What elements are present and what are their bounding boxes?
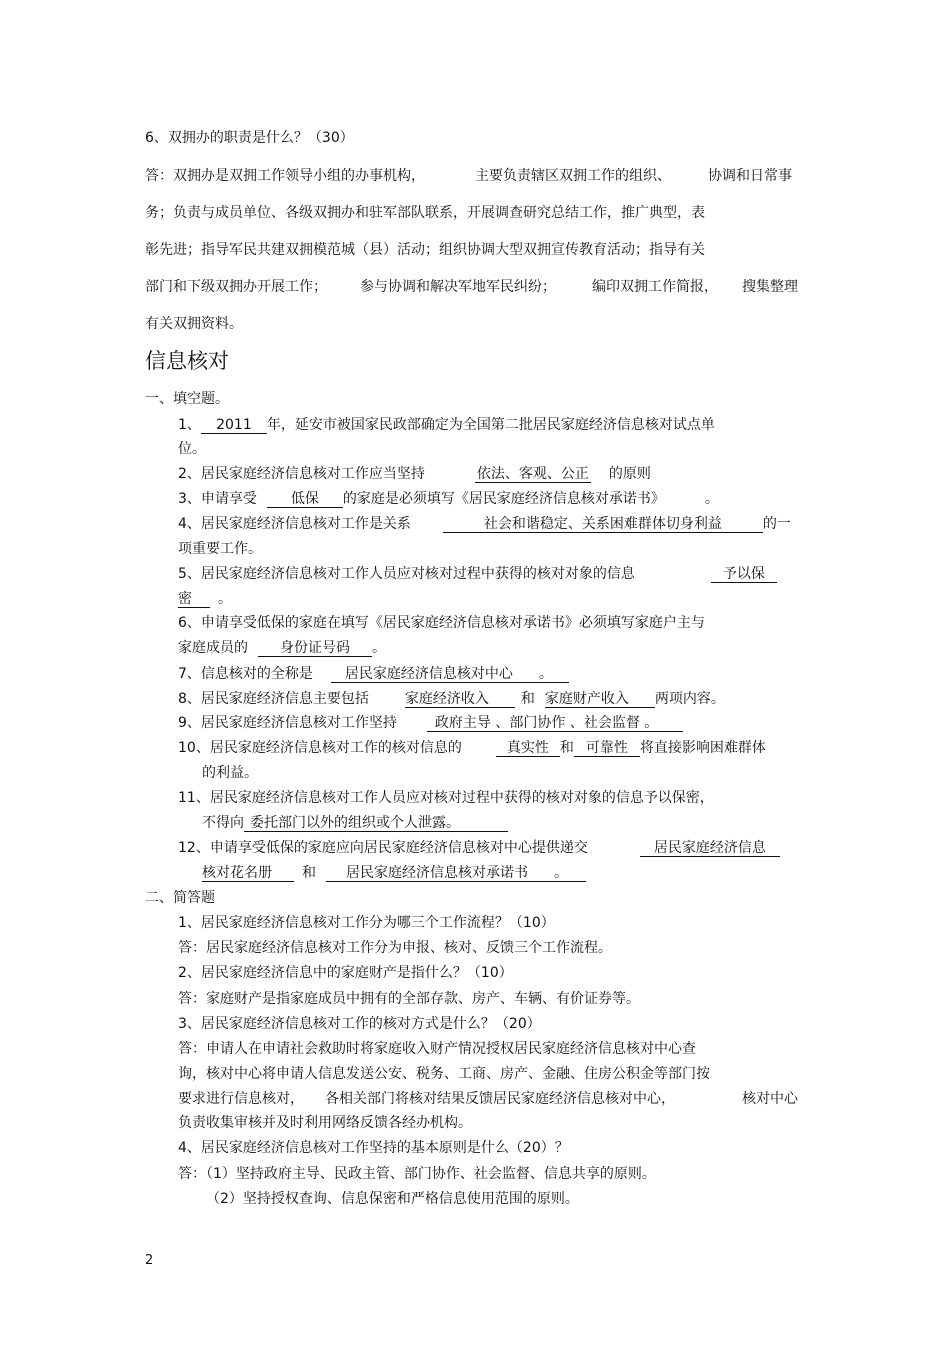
- fill-question-2: [178, 465, 651, 483]
- blank-answer: [331, 666, 569, 683]
- question-text: 8、居民家庭经济信息主要包括: [178, 691, 369, 707]
- short-answer-3-cont: 询，核对中心将申请人信息发送公安、税务、工商、房产、金融、住房公积金等部门按: [178, 1066, 710, 1082]
- question-text: 。: [372, 640, 386, 656]
- short-answer-4: 答：（1）坚持政府主导、民政主管、部门协作、社会监督、信息共享的原则。: [178, 1166, 656, 1182]
- blank-answer: 低保: [267, 491, 343, 508]
- fill-question-10: [178, 739, 766, 757]
- short-question-1: 1、居民家庭经济信息核对工作分为哪三个工作流程？（10）: [178, 915, 555, 931]
- short-answer-2: 答：家庭财产是指家庭成员中拥有的全部存款、房产、车辆、有价证券等。: [178, 991, 640, 1007]
- blank-answer: 可靠性: [574, 740, 640, 757]
- short-answer-3-cont: 核对中心: [742, 1091, 798, 1107]
- question-text: 3、申请享受: [178, 491, 257, 507]
- question-text: 的一: [762, 516, 791, 532]
- question-text: 两项内容。: [654, 691, 725, 707]
- answer-text: 居民家庭经济信息核对承诺书: [346, 865, 528, 881]
- answer-end: 。: [554, 865, 568, 881]
- fill-question-3: [178, 490, 719, 508]
- blank-answer: [326, 865, 586, 882]
- question-number: 1、: [178, 417, 201, 433]
- answer-text: 政府主导 、部门协作 、社会监督 。: [434, 715, 659, 731]
- blank-answer: 真实性: [496, 740, 560, 757]
- question-text: 的原则: [608, 466, 651, 482]
- blank-answer: [427, 715, 683, 732]
- short-question-4: 4、居民家庭经济信息核对工作坚持的基本原则是什么（20）？: [178, 1140, 569, 1156]
- blank-answer: 家庭经济收入: [405, 691, 515, 708]
- answer-line: 答：双拥办是双拥工作领导小组的办事机构，: [145, 168, 425, 184]
- short-answer-3-cont: 各相关部门将核对结果反馈居民家庭经济信息核对中心，: [325, 1091, 675, 1107]
- answer-line: 参与协调和解决军地军民纠纷；: [360, 279, 556, 295]
- question-text: 和: [520, 691, 535, 707]
- fill-question-1: [178, 416, 715, 434]
- question-text: 9、居民家庭经济信息核对工作坚持: [178, 715, 397, 731]
- answer-end: 。: [538, 666, 553, 682]
- answer-line: 务；负责与成员单位、各级双拥办和驻军部队联系，开展调查研究总结工作，推广典型，表: [145, 205, 705, 221]
- short-heading: 二、简答题: [145, 890, 215, 906]
- short-answer-3: 答：申请人在申请社会救助时将家庭收入财产情况授权居民家庭经济信息核对中心查: [178, 1041, 696, 1057]
- question-text: 。: [218, 591, 232, 607]
- question-text: 的家庭是必须填写《居民家庭经济信息核对承诺书》: [342, 491, 665, 507]
- fill-question-7: [178, 665, 569, 683]
- fill-question-9: [178, 714, 683, 732]
- fill-question-6-cont: [178, 639, 386, 657]
- blank-answer: 依法、客观、公正: [476, 466, 589, 482]
- blank-answer: 2011: [201, 417, 267, 434]
- short-question-3: 3、居民家庭经济信息核对工作的核对方式是什么？（20）: [178, 1016, 541, 1032]
- fill-question-1-cont: 位。: [178, 441, 206, 457]
- short-answer-3-cont: 要求进行信息核对，: [178, 1091, 304, 1107]
- answer-line: 有关双拥资料。: [145, 316, 243, 332]
- answer-line: 编印双拥工作简报，: [592, 279, 718, 295]
- answer-text: 委托部门以外的组织或个人泄露。: [250, 815, 460, 831]
- answer-line: 部门和下级双拥办开展工作；: [145, 279, 327, 295]
- fill-question-4: [178, 515, 791, 533]
- fill-question-4-cont: 项重要工作。: [178, 541, 262, 557]
- blank-answer: 核对花名册: [202, 865, 294, 882]
- fill-question-12: [178, 839, 780, 857]
- page-number: 2: [145, 1253, 154, 1268]
- answer-line: 搜集整理: [742, 279, 798, 295]
- fill-question-12-cont: [202, 864, 586, 882]
- fill-question-10-cont: 的利益。: [202, 765, 258, 781]
- blank-answer: 社会和谐稳定、关系困难群体切身利益: [443, 516, 763, 533]
- blank-answer: 居民家庭经济信息: [640, 840, 780, 857]
- short-answer-1: 答：居民家庭经济信息核对工作分为申报、核对、反馈三个工作流程。: [178, 940, 612, 956]
- fill-heading: 一、填空题。: [145, 391, 229, 407]
- question-text: 7、信息核对的全称是: [178, 666, 313, 682]
- answer-line: 协调和日常事: [708, 168, 792, 184]
- question-text: 和: [302, 865, 316, 881]
- question-text: 2、居民家庭经济信息核对工作应当坚持: [178, 466, 425, 482]
- question-text: 家庭成员的: [178, 640, 248, 656]
- question-text: 10、居民家庭经济信息核对工作的核对信息的: [178, 740, 462, 756]
- question-text: 4、居民家庭经济信息核对工作是关系: [178, 516, 411, 532]
- fill-question-5: [178, 565, 777, 583]
- answer-line: 彰先进；指导军民共建双拥模范城（县）活动；组织协调大型双拥宣传教育活动；指导有关: [145, 242, 705, 258]
- blank-answer: [244, 815, 508, 832]
- short-question-2: 2、居民家庭经济信息中的家庭财产是指什么？（10）: [178, 965, 513, 981]
- short-answer-4-cont: （2）坚持授权查询、信息保密和严格信息使用范围的原则。: [206, 1191, 579, 1207]
- fill-question-5-cont: [178, 590, 232, 608]
- fill-question-6: 6、申请享受低保的家庭在填写《居民家庭经济信息核对承诺书》必须填写家庭户主与: [178, 615, 705, 631]
- section-title: 信息核对: [145, 349, 229, 373]
- short-answer-3-cont: 负责收集审核并及时利用网络反馈各经办机构。: [178, 1115, 472, 1131]
- question-text: 将直接影响困难群体: [639, 740, 766, 756]
- question-text: 和: [559, 740, 574, 756]
- fill-question-11: 11、居民家庭经济信息核对工作人员应对核对过程中获得的核对对象的信息予以保密，: [178, 790, 714, 806]
- question-text: 年，延安市被国家民政部确定为全国第二批居民家庭经济信息核对试点单: [266, 417, 715, 433]
- answer-text: 居民家庭经济信息核对中心: [344, 666, 513, 682]
- answer-line: 主要负责辖区双拥工作的组织、: [475, 168, 671, 184]
- fill-question-8: [178, 690, 725, 708]
- question-6: 6、双拥办的职责是什么？（30）: [145, 130, 354, 146]
- blank-answer: 身份证号码: [258, 640, 372, 657]
- blank-answer: 家庭财产收入: [545, 691, 655, 708]
- fill-question-11-cont: [202, 814, 508, 832]
- blank-answer: 密: [178, 591, 210, 608]
- question-text: 不得向: [202, 815, 244, 831]
- question-text: 12、申请享受低保的家庭应向居民家庭经济信息核对中心提供递交: [178, 840, 588, 856]
- question-text: 5、居民家庭经济信息核对工作人员应对核对过程中获得的核对对象的信息: [178, 566, 635, 582]
- blank-answer: 予以保: [711, 566, 777, 583]
- question-text: 。: [704, 491, 719, 507]
